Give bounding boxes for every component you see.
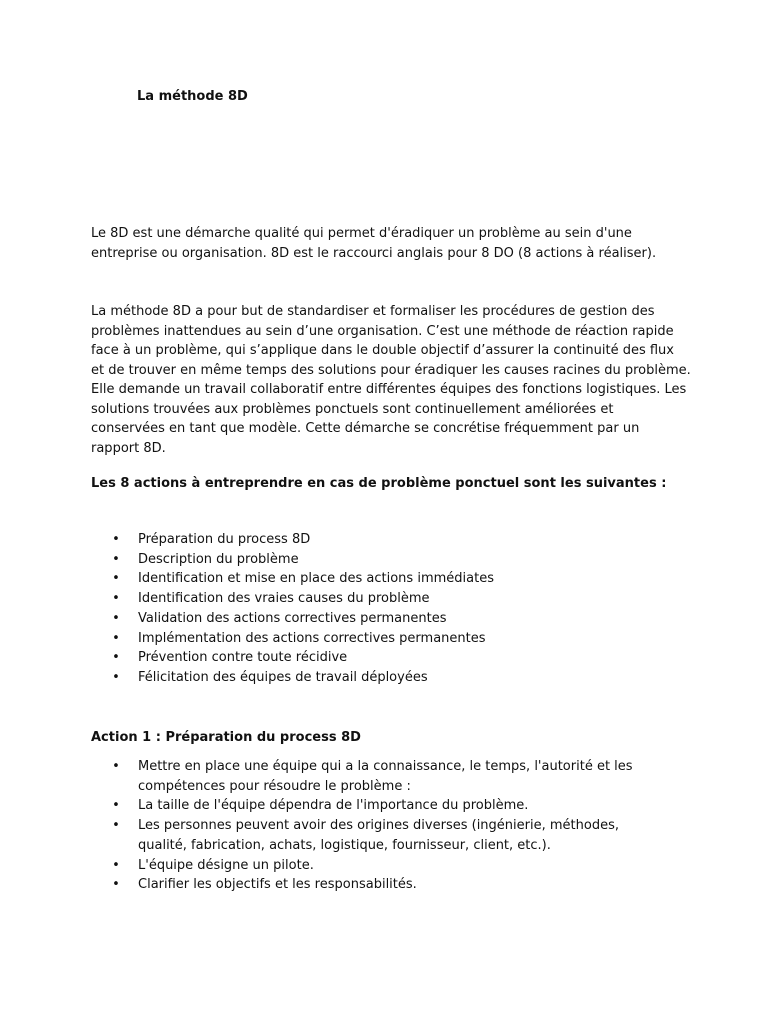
bullet-icon: • <box>112 669 120 685</box>
list-item-text: Clarifier les objectifs et les responsabilités. <box>138 877 417 893</box>
bullet-icon: • <box>112 857 120 873</box>
bullet-icon: • <box>112 798 120 814</box>
description-paragraph: La méthode 8D a pour but de standardiser et formaliser les procédures de gestion des problèmes inattendues au sein d’une organisation. C’est une méthode de réaction rapide face à un problème, qui s’applique dans le double objectif d’assurer la continuité des flux et de trouver en même temps des solutions pour éradiquer les causes racines du problème. Elle demande un travail collaboratif entre différentes équipes des fonctions logistiques. Les solutions trouvées aux problèmes ponctuels sont continuellement améliorées et conservées en tant que modèle. Cette démarche se concrétise fréquemment par un rapport 8D. <box>91 304 691 456</box>
list-item-text: Implémentation des actions correctives permanentes <box>138 630 486 646</box>
list-item-text: La taille de l'équipe dépendra de l'importance du problème. <box>138 798 529 814</box>
bullet-icon: • <box>112 591 120 607</box>
list-item <box>110 668 670 688</box>
document-title: La méthode 8D <box>137 89 248 104</box>
list-item <box>110 609 670 629</box>
list-item-text: Félicitation des équipes de travail déployées <box>138 669 428 685</box>
bullet-icon: • <box>112 532 120 547</box>
list-item <box>110 856 670 876</box>
list-item <box>110 757 670 796</box>
list-item <box>110 530 670 550</box>
action1-heading: Action 1 : Préparation du process 8D <box>91 730 361 745</box>
bullet-icon: • <box>112 650 120 666</box>
bullet-icon: • <box>112 551 120 567</box>
list-item-text: Les personnes peuvent avoir des origines diverses (ingénierie, méthodes, qualité, fabrication, achats, logistique, fournisseur, client, etc.). <box>138 818 619 853</box>
list-item <box>110 589 670 609</box>
list-item <box>110 796 670 816</box>
list-item-text: Identification des vraies causes du problème <box>138 591 430 607</box>
list-item-text: Mettre en place une équipe qui a la connaissance, le temps, l'autorité et les compétences pour résoudre le problème : <box>138 759 633 794</box>
list-item <box>110 648 670 668</box>
list-item-text: L'équipe désigne un pilote. <box>138 857 314 873</box>
list-item <box>110 629 670 649</box>
bullet-icon: • <box>112 818 120 834</box>
list-item-text: Validation des actions correctives permanentes <box>138 610 447 626</box>
list-item-text: Identification et mise en place des actions immédiates <box>138 571 494 587</box>
intro-paragraph: Le 8D est une démarche qualité qui permet d'éradiquer un problème au sein d'une entreprise ou organisation. 8D est le raccourci anglais pour 8 DO (8 actions à réaliser). <box>91 226 657 261</box>
list-item <box>110 816 670 855</box>
list-item <box>110 550 670 570</box>
list-item-text: Description du problème <box>138 551 299 567</box>
bullet-icon: • <box>112 610 120 626</box>
list-item-text: Prévention contre toute récidive <box>138 650 348 666</box>
bullet-icon: • <box>112 877 120 893</box>
actions-heading: Les 8 actions à entreprendre en cas de problème ponctuel sont les suivantes : <box>91 476 667 491</box>
list-item <box>110 875 670 895</box>
list-item-text: Préparation du process 8D <box>138 532 311 547</box>
bullet-icon: • <box>112 630 120 646</box>
bullet-icon: • <box>112 571 120 587</box>
actions-list <box>110 530 670 688</box>
bullet-icon: • <box>112 759 120 774</box>
list-item <box>110 569 670 589</box>
action1-list <box>110 757 670 895</box>
